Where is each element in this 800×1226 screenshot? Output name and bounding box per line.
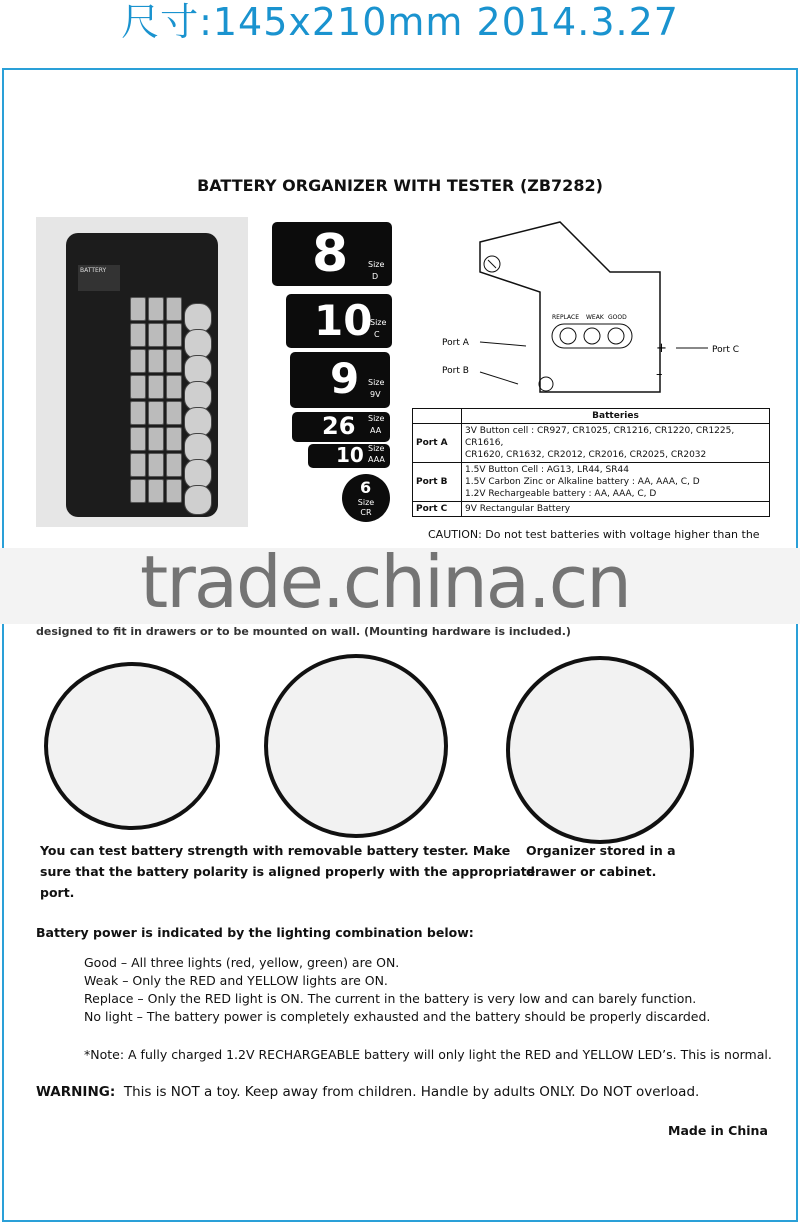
power-heading: Battery power is indicated by the lighting combination below: bbox=[36, 925, 474, 940]
made-in-label: Made in China bbox=[668, 1123, 768, 1138]
size-count: 10 bbox=[314, 296, 373, 345]
header-banner bbox=[0, 0, 800, 66]
size-type: CR bbox=[360, 508, 372, 517]
caption-line: sure that the battery polarity is aligned properly with the appropriate bbox=[40, 864, 536, 879]
size-count: 26 bbox=[322, 412, 356, 440]
caption-right bbox=[526, 840, 676, 882]
power-line-none: No light – The battery power is completely exhausted and the battery should be properly discarded. bbox=[84, 1009, 711, 1024]
plus-symbol: + bbox=[656, 341, 667, 356]
battery-table bbox=[412, 408, 770, 517]
battery-line: 1.2V Rechargeable battery : AA, AAA, C, D bbox=[465, 489, 657, 499]
tester-diagram bbox=[440, 212, 780, 408]
organizer-photo bbox=[36, 217, 248, 527]
battery-cylinder-icon bbox=[184, 485, 212, 515]
battery-line: 9V Rectangular Battery bbox=[465, 504, 571, 514]
document-title: BATTERY ORGANIZER WITH TESTER (ZB7282) bbox=[197, 176, 603, 195]
battery-cell bbox=[462, 424, 770, 463]
organizer-device bbox=[66, 233, 218, 517]
battery-cell bbox=[462, 463, 770, 502]
size-count: 6 bbox=[360, 478, 372, 497]
size-type: C bbox=[374, 330, 380, 339]
port-cell: Port B bbox=[413, 463, 462, 502]
size-type: AAA bbox=[368, 455, 385, 464]
battery-cell-icon bbox=[166, 323, 182, 347]
header-text: 尺寸:145x210mm 2014.3.27 bbox=[121, 0, 679, 44]
table-corner bbox=[413, 409, 462, 424]
size-label: Size bbox=[368, 378, 385, 387]
battery-line: CR1620, CR1632, CR2012, CR2016, CR2025, CR2032 bbox=[465, 450, 707, 460]
minus-symbol: – bbox=[656, 367, 663, 382]
weak-label: WEAK bbox=[586, 314, 604, 321]
size-count: 8 bbox=[312, 224, 349, 284]
size-badge-aa bbox=[292, 412, 390, 442]
battery-cell-icon bbox=[130, 427, 146, 451]
photo-organizer-closeup bbox=[264, 654, 448, 838]
battery-cell-icon bbox=[166, 479, 182, 503]
table-row bbox=[413, 424, 770, 463]
photo-tester-hand bbox=[44, 662, 220, 830]
power-line-weak: Weak – Only the RED and YELLOW lights are ON. bbox=[84, 973, 388, 988]
organizer-label: BATTERY bbox=[78, 265, 120, 291]
battery-cell-icon bbox=[148, 427, 164, 451]
port-a-label: Port A bbox=[442, 338, 469, 348]
size-badge-cr bbox=[342, 474, 390, 522]
battery-cell-icon bbox=[148, 479, 164, 503]
size-type: 9V bbox=[370, 390, 381, 399]
replace-label: REPLACE bbox=[552, 314, 580, 321]
caption-left bbox=[40, 840, 535, 903]
size-badge-9v bbox=[290, 352, 390, 408]
caption-line: You can test battery strength with removable battery tester. Make bbox=[40, 843, 511, 858]
battery-cell-icon bbox=[130, 453, 146, 477]
table-row bbox=[413, 463, 770, 502]
battery-line: 3V Button cell : CR927, CR1025, CR1216, CR1220, CR1225, CR1616, bbox=[465, 426, 735, 448]
port-b-label: Port B bbox=[442, 366, 469, 376]
battery-cell-icon bbox=[166, 427, 182, 451]
battery-cell-icon bbox=[148, 323, 164, 347]
caption-line: drawer or cabinet. bbox=[526, 864, 657, 879]
size-label: Size bbox=[368, 444, 385, 453]
port-cell: Port C bbox=[413, 502, 462, 517]
warning-label: WARNING: bbox=[36, 1084, 116, 1100]
size-type: AA bbox=[370, 426, 382, 435]
caption-line: Organizer stored in a bbox=[526, 843, 676, 858]
battery-cell-icon bbox=[166, 297, 182, 321]
table-header: Batteries bbox=[462, 409, 770, 424]
port-c-label: Port C bbox=[712, 345, 739, 355]
note-text: *Note: A fully charged 1.2V RECHARGEABLE battery will only light the RED and YELLOW LED’s. This is normal. bbox=[84, 1047, 772, 1062]
caption-line: port. bbox=[40, 885, 75, 900]
battery-cell-icon bbox=[166, 349, 182, 373]
photo-drawer bbox=[506, 656, 694, 844]
battery-cell-icon bbox=[148, 375, 164, 399]
size-label: Size bbox=[370, 318, 387, 327]
port-cell: Port A bbox=[413, 424, 462, 463]
power-line-good: Good – All three lights (red, yellow, green) are ON. bbox=[84, 955, 400, 970]
table-header-row bbox=[413, 409, 770, 424]
battery-cell-icon bbox=[130, 349, 146, 373]
battery-line: 1.5V Carbon Zinc or Alkaline battery : AA, AAA, C, D bbox=[465, 477, 700, 487]
battery-cell-icon bbox=[130, 479, 146, 503]
battery-cell-icon bbox=[148, 401, 164, 425]
size-badge-c bbox=[286, 294, 392, 348]
size-count: 10 bbox=[336, 443, 364, 467]
battery-cell-icon bbox=[148, 453, 164, 477]
battery-cell-icon bbox=[130, 401, 146, 425]
size-badge-aaa bbox=[308, 444, 390, 468]
good-label: GOOD bbox=[608, 314, 627, 321]
watermark: trade.china.cn bbox=[140, 540, 630, 624]
battery-cell-icon bbox=[130, 375, 146, 399]
warning-line bbox=[36, 1082, 699, 1103]
partial-text-line: designed to fit in drawers or to be mounted on wall. (Mounting hardware is included.) bbox=[36, 625, 571, 638]
battery-cell-icon bbox=[166, 453, 182, 477]
table-row bbox=[413, 502, 770, 517]
battery-cell-icon bbox=[166, 401, 182, 425]
battery-cell bbox=[462, 502, 770, 517]
warning-text: This is NOT a toy. Keep away from children. Handle by adults ONLY. Do NOT overload. bbox=[123, 1084, 700, 1100]
size-type: D bbox=[372, 272, 379, 281]
size-count: 9 bbox=[330, 354, 360, 403]
power-line-replace: Replace – Only the RED light is ON. The current in the battery is very low and can barely function. bbox=[84, 991, 697, 1006]
battery-cell-icon bbox=[148, 349, 164, 373]
size-badge-d bbox=[272, 222, 392, 286]
power-list bbox=[84, 954, 710, 1026]
caution-text: CAUTION: Do not test batteries with voltage higher than the bbox=[428, 528, 760, 541]
battery-cell-icon bbox=[148, 297, 164, 321]
battery-line: 1.5V Button Cell : AG13, LR44, SR44 bbox=[465, 465, 629, 475]
battery-cell-icon bbox=[166, 375, 182, 399]
size-label: Size bbox=[368, 260, 385, 269]
battery-cell-icon bbox=[130, 323, 146, 347]
battery-cell-icon bbox=[130, 297, 146, 321]
size-label: Size bbox=[368, 414, 385, 423]
size-label: Size bbox=[357, 498, 375, 507]
